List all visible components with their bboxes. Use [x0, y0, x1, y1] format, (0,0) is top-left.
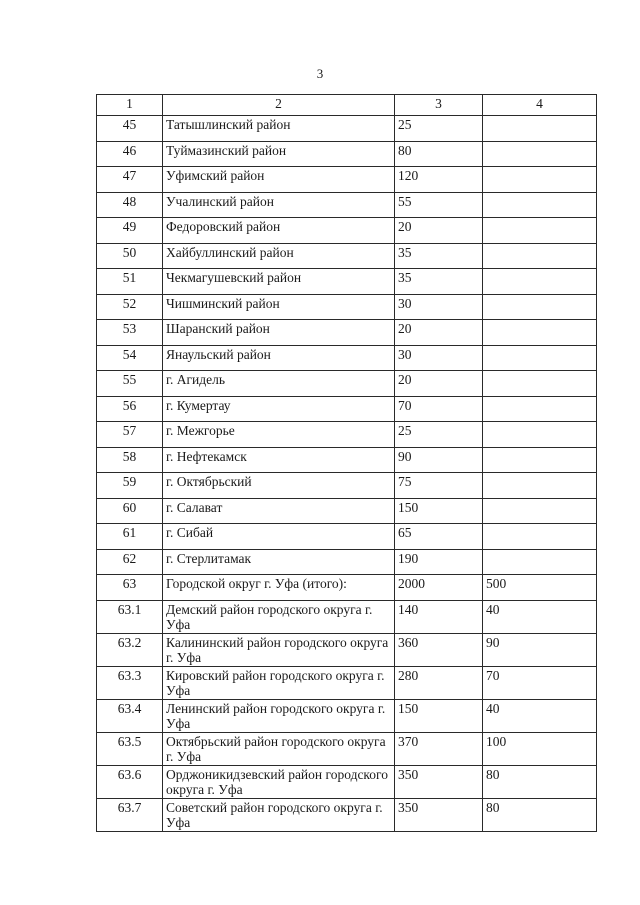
row-value-col3-cell: 120 — [395, 167, 483, 193]
row-name-cell: г. Агидель — [163, 371, 395, 397]
row-value-col4-cell: 500 — [483, 575, 597, 601]
row-number-cell: 63.7 — [97, 798, 163, 831]
table-row — [97, 167, 597, 193]
row-value-col3-cell: 35 — [395, 269, 483, 295]
row-name-cell: Калининский район городского округа г. Уфа — [163, 633, 395, 666]
row-value-col3-cell: 30 — [395, 345, 483, 371]
table-row — [97, 549, 597, 575]
row-value-col3-cell: 20 — [395, 371, 483, 397]
row-value-col4-cell — [483, 498, 597, 524]
table-row — [97, 524, 597, 550]
table-row — [97, 371, 597, 397]
row-name-cell: г. Кумертау — [163, 396, 395, 422]
header-cell: 2 — [163, 95, 395, 116]
row-value-col3-cell: 20 — [395, 218, 483, 244]
row-name-cell: г. Нефтекамск — [163, 447, 395, 473]
table-row — [97, 218, 597, 244]
row-value-col3-cell: 25 — [395, 116, 483, 142]
row-value-col4-cell — [483, 269, 597, 295]
row-value-col3-cell: 190 — [395, 549, 483, 575]
row-name-cell: Орджоникидзевский район городского округа г. Уфа — [163, 765, 395, 798]
table-row — [97, 798, 597, 831]
row-name-cell: Хайбуллинский район — [163, 243, 395, 269]
row-value-col3-cell: 350 — [395, 798, 483, 831]
table-row — [97, 192, 597, 218]
row-number-cell: 63.6 — [97, 765, 163, 798]
row-value-col4-cell: 90 — [483, 633, 597, 666]
row-number-cell: 59 — [97, 473, 163, 499]
row-value-col3-cell: 150 — [395, 498, 483, 524]
row-value-col3-cell: 25 — [395, 422, 483, 448]
row-number-cell: 60 — [97, 498, 163, 524]
row-value-col4-cell — [483, 167, 597, 193]
row-name-cell: Уфимский район — [163, 167, 395, 193]
row-name-cell: г. Сибай — [163, 524, 395, 550]
table-row — [97, 320, 597, 346]
row-value-col3-cell: 75 — [395, 473, 483, 499]
row-number-cell: 58 — [97, 447, 163, 473]
row-name-cell: Туймазинский район — [163, 141, 395, 167]
table-row — [97, 732, 597, 765]
row-number-cell: 56 — [97, 396, 163, 422]
table-row — [97, 473, 597, 499]
row-number-cell: 52 — [97, 294, 163, 320]
table-row — [97, 633, 597, 666]
row-name-cell: Татышлинский район — [163, 116, 395, 142]
row-value-col3-cell: 150 — [395, 699, 483, 732]
row-number-cell: 63.3 — [97, 666, 163, 699]
table-row — [97, 243, 597, 269]
page-number: 3 — [316, 66, 324, 81]
row-value-col4-cell: 40 — [483, 600, 597, 633]
row-value-col4-cell: 70 — [483, 666, 597, 699]
row-name-cell: Учалинский район — [163, 192, 395, 218]
row-number-cell: 45 — [97, 116, 163, 142]
table-row — [97, 116, 597, 142]
row-value-col4-cell — [483, 422, 597, 448]
row-value-col3-cell: 65 — [395, 524, 483, 550]
row-number-cell: 50 — [97, 243, 163, 269]
table-row — [97, 765, 597, 798]
table-row — [97, 141, 597, 167]
row-name-cell: Советский район городского округа г. Уфа — [163, 798, 395, 831]
row-name-cell: Чишминский район — [163, 294, 395, 320]
row-name-cell: Шаранский район — [163, 320, 395, 346]
row-value-col3-cell: 20 — [395, 320, 483, 346]
row-number-cell: 63.5 — [97, 732, 163, 765]
row-name-cell: Городской округ г. Уфа (итого): — [163, 575, 395, 601]
table-row — [97, 345, 597, 371]
row-value-col3-cell: 140 — [395, 600, 483, 633]
row-value-col4-cell — [483, 218, 597, 244]
row-value-col4-cell — [483, 345, 597, 371]
table-row — [97, 396, 597, 422]
row-number-cell: 53 — [97, 320, 163, 346]
row-number-cell: 47 — [97, 167, 163, 193]
row-name-cell: Демский район городского округа г. Уфа — [163, 600, 395, 633]
row-number-cell: 55 — [97, 371, 163, 397]
row-name-cell: Янаульский район — [163, 345, 395, 371]
row-value-col3-cell: 80 — [395, 141, 483, 167]
row-value-col3-cell: 55 — [395, 192, 483, 218]
table-row — [97, 447, 597, 473]
row-name-cell: г. Салават — [163, 498, 395, 524]
row-value-col3-cell: 35 — [395, 243, 483, 269]
row-number-cell: 48 — [97, 192, 163, 218]
row-value-col3-cell: 360 — [395, 633, 483, 666]
header-cell: 4 — [483, 95, 597, 116]
table-row — [97, 699, 597, 732]
row-value-col3-cell: 280 — [395, 666, 483, 699]
row-value-col4-cell: 80 — [483, 765, 597, 798]
data-table — [96, 94, 597, 832]
row-value-col4-cell — [483, 294, 597, 320]
header-cell: 3 — [395, 95, 483, 116]
row-value-col4-cell: 100 — [483, 732, 597, 765]
row-value-col4-cell — [483, 192, 597, 218]
table-row — [97, 666, 597, 699]
row-name-cell: Ленинский район городского округа г. Уфа — [163, 699, 395, 732]
row-number-cell: 63 — [97, 575, 163, 601]
row-value-col3-cell: 70 — [395, 396, 483, 422]
row-number-cell: 57 — [97, 422, 163, 448]
row-number-cell: 61 — [97, 524, 163, 550]
row-value-col4-cell — [483, 396, 597, 422]
row-value-col4-cell — [483, 447, 597, 473]
row-number-cell: 63.1 — [97, 600, 163, 633]
row-value-col4-cell: 40 — [483, 699, 597, 732]
row-name-cell: г. Октябрьский — [163, 473, 395, 499]
row-name-cell: Кировский район городского округа г. Уфа — [163, 666, 395, 699]
row-name-cell: Федоровский район — [163, 218, 395, 244]
row-number-cell: 51 — [97, 269, 163, 295]
row-name-cell: Чекмагушевский район — [163, 269, 395, 295]
row-value-col3-cell: 350 — [395, 765, 483, 798]
header-cell: 1 — [97, 95, 163, 116]
table-header-row — [97, 95, 597, 116]
row-name-cell: г. Межгорье — [163, 422, 395, 448]
row-value-col4-cell — [483, 524, 597, 550]
table-row — [97, 600, 597, 633]
row-number-cell: 63.4 — [97, 699, 163, 732]
row-name-cell: г. Стерлитамак — [163, 549, 395, 575]
row-value-col4-cell — [483, 116, 597, 142]
row-value-col4-cell — [483, 549, 597, 575]
table-row — [97, 269, 597, 295]
row-number-cell: 49 — [97, 218, 163, 244]
row-value-col4-cell — [483, 371, 597, 397]
row-number-cell: 54 — [97, 345, 163, 371]
table-row — [97, 422, 597, 448]
row-number-cell: 46 — [97, 141, 163, 167]
row-value-col3-cell: 30 — [395, 294, 483, 320]
row-value-col4-cell — [483, 243, 597, 269]
row-value-col3-cell: 90 — [395, 447, 483, 473]
row-name-cell: Октябрьский район городского округа г. Уфа — [163, 732, 395, 765]
row-value-col3-cell: 370 — [395, 732, 483, 765]
row-number-cell: 63.2 — [97, 633, 163, 666]
row-value-col4-cell — [483, 141, 597, 167]
table-row — [97, 294, 597, 320]
table-row — [97, 498, 597, 524]
row-value-col4-cell: 80 — [483, 798, 597, 831]
table-row — [97, 575, 597, 601]
row-number-cell: 62 — [97, 549, 163, 575]
row-value-col4-cell — [483, 320, 597, 346]
row-value-col4-cell — [483, 473, 597, 499]
row-value-col3-cell: 2000 — [395, 575, 483, 601]
